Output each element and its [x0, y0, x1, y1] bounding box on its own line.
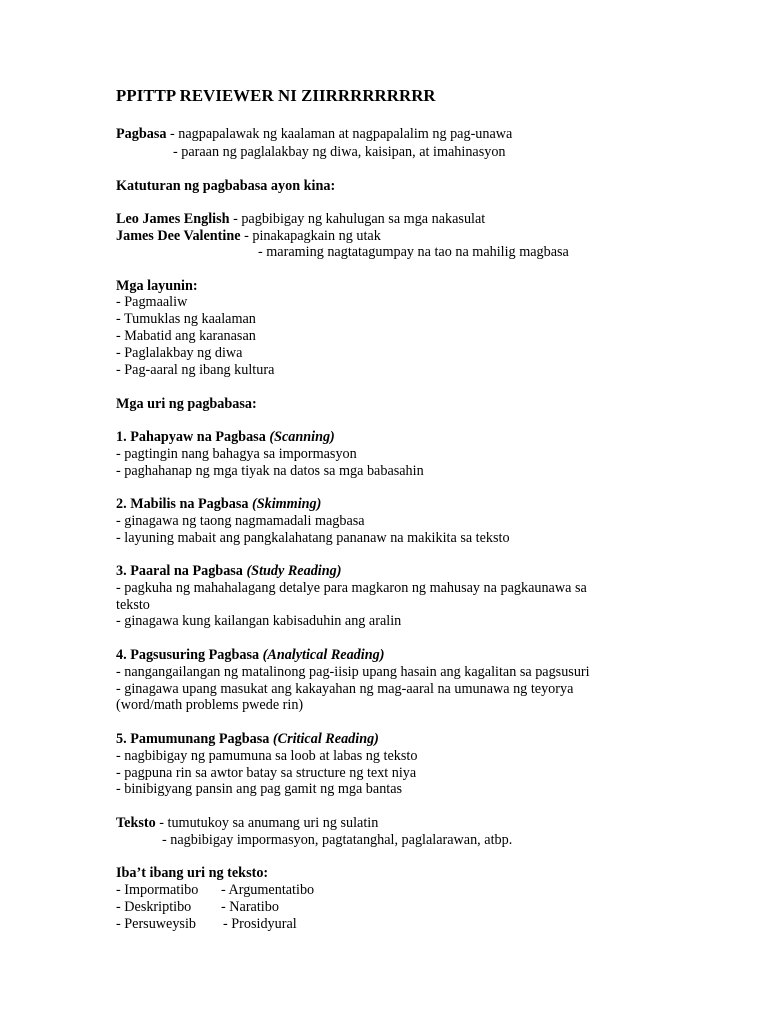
type-5-english: (Critical Reading) [272, 731, 379, 747]
iba-heading: Iba’t ibang uri ng teksto: [116, 865, 269, 881]
list-item: - Paglalakbay ng diwa [116, 345, 243, 361]
teksto-definition-line-1 [116, 815, 378, 832]
type-3-name: 3. Paaral na Pagbasa [116, 563, 247, 579]
author-line-1 [116, 211, 485, 228]
type-1-english: (Scanning) [269, 429, 335, 445]
teksto-def-1: - tumutukoy sa anumang uri ng sulatin [155, 815, 379, 831]
author-def-1: - pagbibigay ng kahulugan sa mga nakasulat [229, 211, 486, 227]
type-5-line: - binibigyang pansin ang pag gamit ng mga bantas [116, 781, 403, 797]
text-type-left: - Deskriptibo [116, 899, 192, 915]
type-2-english: (Skimming) [252, 496, 322, 512]
type-4-title [116, 647, 384, 664]
list-item: - Mabatid ang karanasan [116, 328, 256, 344]
type-2-line: - layuning mabait ang pangkalahatang pananaw na makikita sa teksto [116, 530, 510, 546]
author-def-2: - pinakapagkain ng utak [240, 228, 381, 244]
type-1-line: - paghahanap ng mga tiyak na datos sa mga babasahin [116, 463, 424, 479]
type-2-line: - ginagawa ng taong nagmamadali magbasa [116, 513, 365, 529]
type-5-title [116, 731, 379, 748]
list-item: - Pagmaaliw [116, 294, 188, 310]
type-1-title [116, 429, 335, 446]
type-4-name: 4. Pagsusuring Pagbasa [116, 647, 263, 663]
author-name-2: James Dee Valentine [116, 228, 241, 244]
type-5-name: 5. Pamumunang Pagbasa [116, 731, 273, 747]
author-extra: - maraming nagtatagumpay na tao na mahilig magbasa [258, 244, 569, 260]
list-item: - Tumuklas ng kaalaman [116, 311, 256, 327]
pagbasa-term: Pagbasa [116, 126, 167, 142]
katuturan-heading: Katuturan ng pagbabasa ayon kina: [116, 178, 336, 194]
type-3-line: - ginagawa kung kailangan kabisaduhin ang aralin [116, 613, 402, 629]
pagbasa-def-2: - paraan ng paglalakbay ng diwa, kaisipan, at imahinasyon [173, 144, 506, 160]
type-2-name: 2. Mabilis na Pagbasa [116, 496, 252, 512]
type-3-line: teksto [116, 597, 150, 613]
page-title: PPITTP REVIEWER NI ZIIRRRRRRRRR [116, 86, 436, 105]
type-3-english: (Study Reading) [246, 563, 342, 579]
type-5-line: - pagpuna rin sa awtor batay sa structure ng text niya [116, 765, 417, 781]
type-4-line: - nangangailangan ng matalinong pag-iisip upang hasain ang kagalitan sa pagsusuri [116, 664, 590, 680]
author-line-2 [116, 228, 381, 245]
type-4-line: (word/math problems pwede rin) [116, 697, 304, 713]
type-4-line: - ginagawa upang masukat ang kakayahan ng mag-aaral na umunawa ng teyorya [116, 681, 574, 697]
uri-heading: Mga uri ng pagbabasa: [116, 396, 257, 412]
type-1-line: - pagtingin nang bahagya sa impormasyon [116, 446, 357, 462]
teksto-def-2: - nagbibigay impormasyon, pagtatanghal, paglalarawan, atbp. [162, 832, 513, 848]
text-type-right: - Naratibo [221, 899, 279, 915]
text-type-left: - Persuweysib [116, 916, 196, 932]
author-name-1: Leo James English [116, 211, 230, 227]
type-4-english: (Analytical Reading) [262, 647, 385, 663]
pagbasa-definition-line-1 [116, 126, 512, 143]
text-type-right: - Argumentatibo [221, 882, 315, 898]
type-3-title [116, 563, 341, 580]
pagbasa-def-1: - nagpapalawak ng kaalaman at nagpapalalim ng pag-unawa [166, 126, 513, 142]
layunin-heading: Mga layunin: [116, 278, 198, 294]
text-type-right: - Prosidyural [223, 916, 297, 932]
teksto-term: Teksto [116, 815, 156, 831]
type-2-title [116, 496, 321, 513]
list-item: - Pag-aaral ng ibang kultura [116, 362, 275, 378]
type-1-name: 1. Pahapyaw na Pagbasa [116, 429, 270, 445]
type-3-line: - pagkuha ng mahahalagang detalye para magkaron ng mahusay na pagkaunawa sa [116, 580, 587, 596]
type-5-line: - nagbibigay ng pamumuna sa loob at labas ng teksto [116, 748, 418, 764]
text-type-left: - Impormatibo [116, 882, 199, 898]
